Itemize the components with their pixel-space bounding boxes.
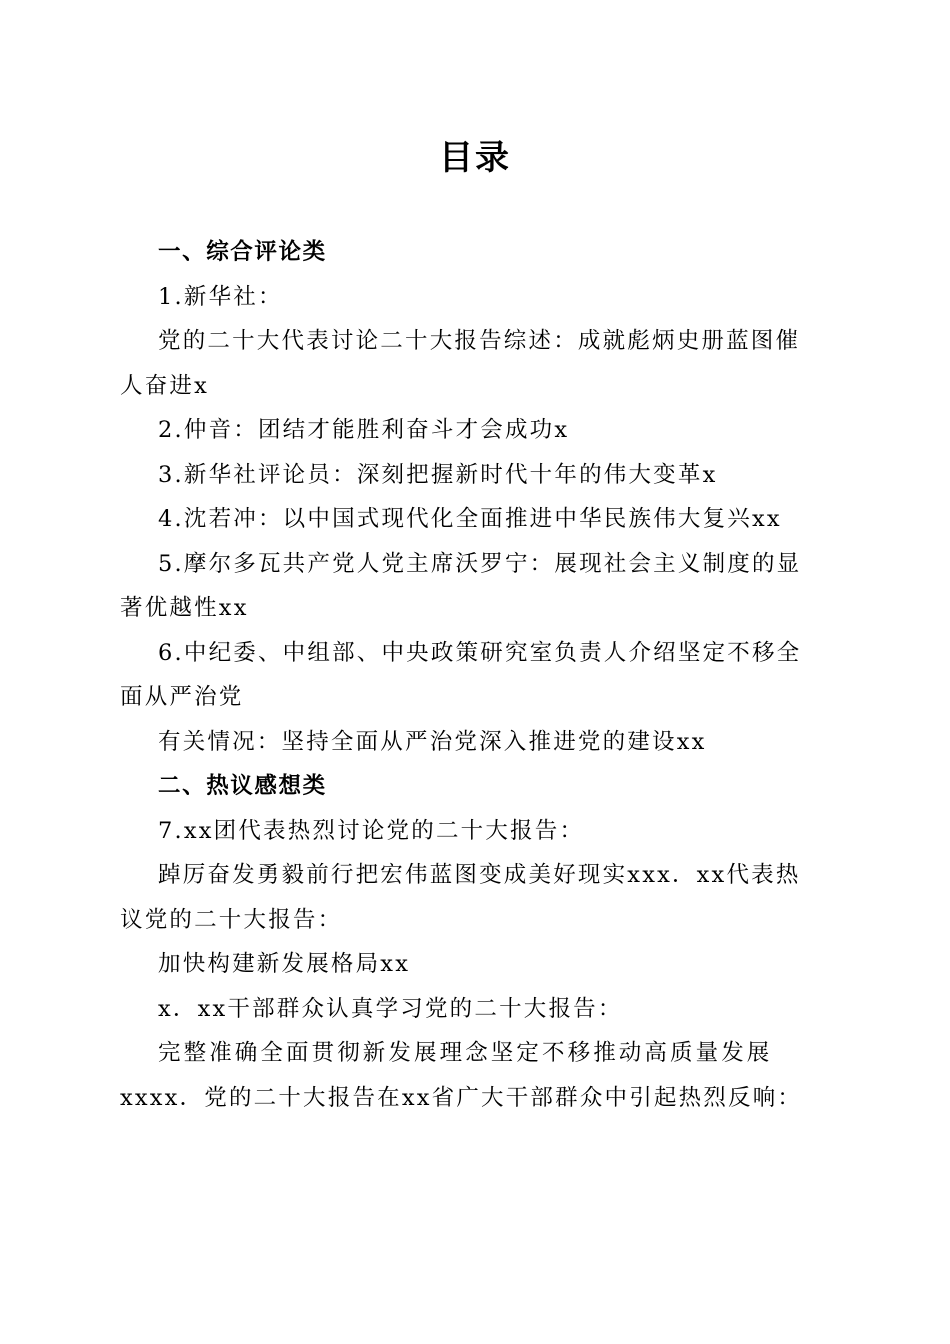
toc-entry: 4.沈若冲：以中国式现代化全面推进中华民族伟大复兴xx (158, 506, 782, 532)
toc-entry-continuation: 人奋进x (120, 372, 209, 399)
toc-entry: 3.新华社评论员：深刻把握新时代十年的伟大变革x (158, 461, 718, 488)
toc-entry: 7.xx团代表热烈讨论党的二十大报告： (158, 817, 585, 844)
toc-entry: 1.新华社： (158, 283, 283, 310)
toc-entry: 2.仲音：团结才能胜利奋斗才会成功x (158, 417, 570, 443)
toc-entry: 5.摩尔多瓦共产党人党主席沃罗宁：展现社会主义制度的显 (158, 550, 802, 577)
section-heading-1: 一、综合评论类 (158, 239, 327, 265)
toc-entry: 6.中纪委、中组部、中央政策研究室负责人介绍坚定不移全 (158, 639, 802, 666)
toc-entry-continuation: 面从严治党 (120, 684, 244, 710)
toc-entry-continuation: 著优越性xx (120, 595, 249, 621)
toc-entry: x．xx干部群众认真学习党的二十大报告： (158, 995, 623, 1022)
page-title: 目录 (439, 138, 511, 178)
toc-entry: 加快构建新发展格局xx (158, 951, 411, 977)
toc-entry: 党的二十大代表讨论二十大报告综述：成就彪炳史册蓝图催 (158, 328, 801, 354)
toc-entry: 有关情况：坚持全面从严治党深入推进党的建设xx (158, 728, 707, 755)
toc-entry-continuation: xxxx．党的二十大报告在xx省广大干部群众中引起热烈反响： (120, 1084, 803, 1111)
toc-entry-continuation: 议党的二十大报告： (120, 906, 343, 933)
toc-body (120, 230, 825, 1120)
section-heading-2: 二、热议感想类 (158, 773, 327, 799)
toc-entry: 踔厉奋发勇毅前行把宏伟蓝图变成美好现实xxx．xx代表热 (158, 862, 801, 888)
toc-entry: 完整准确全面贯彻新发展理念坚定不移推动高质量发展 (158, 1040, 773, 1066)
